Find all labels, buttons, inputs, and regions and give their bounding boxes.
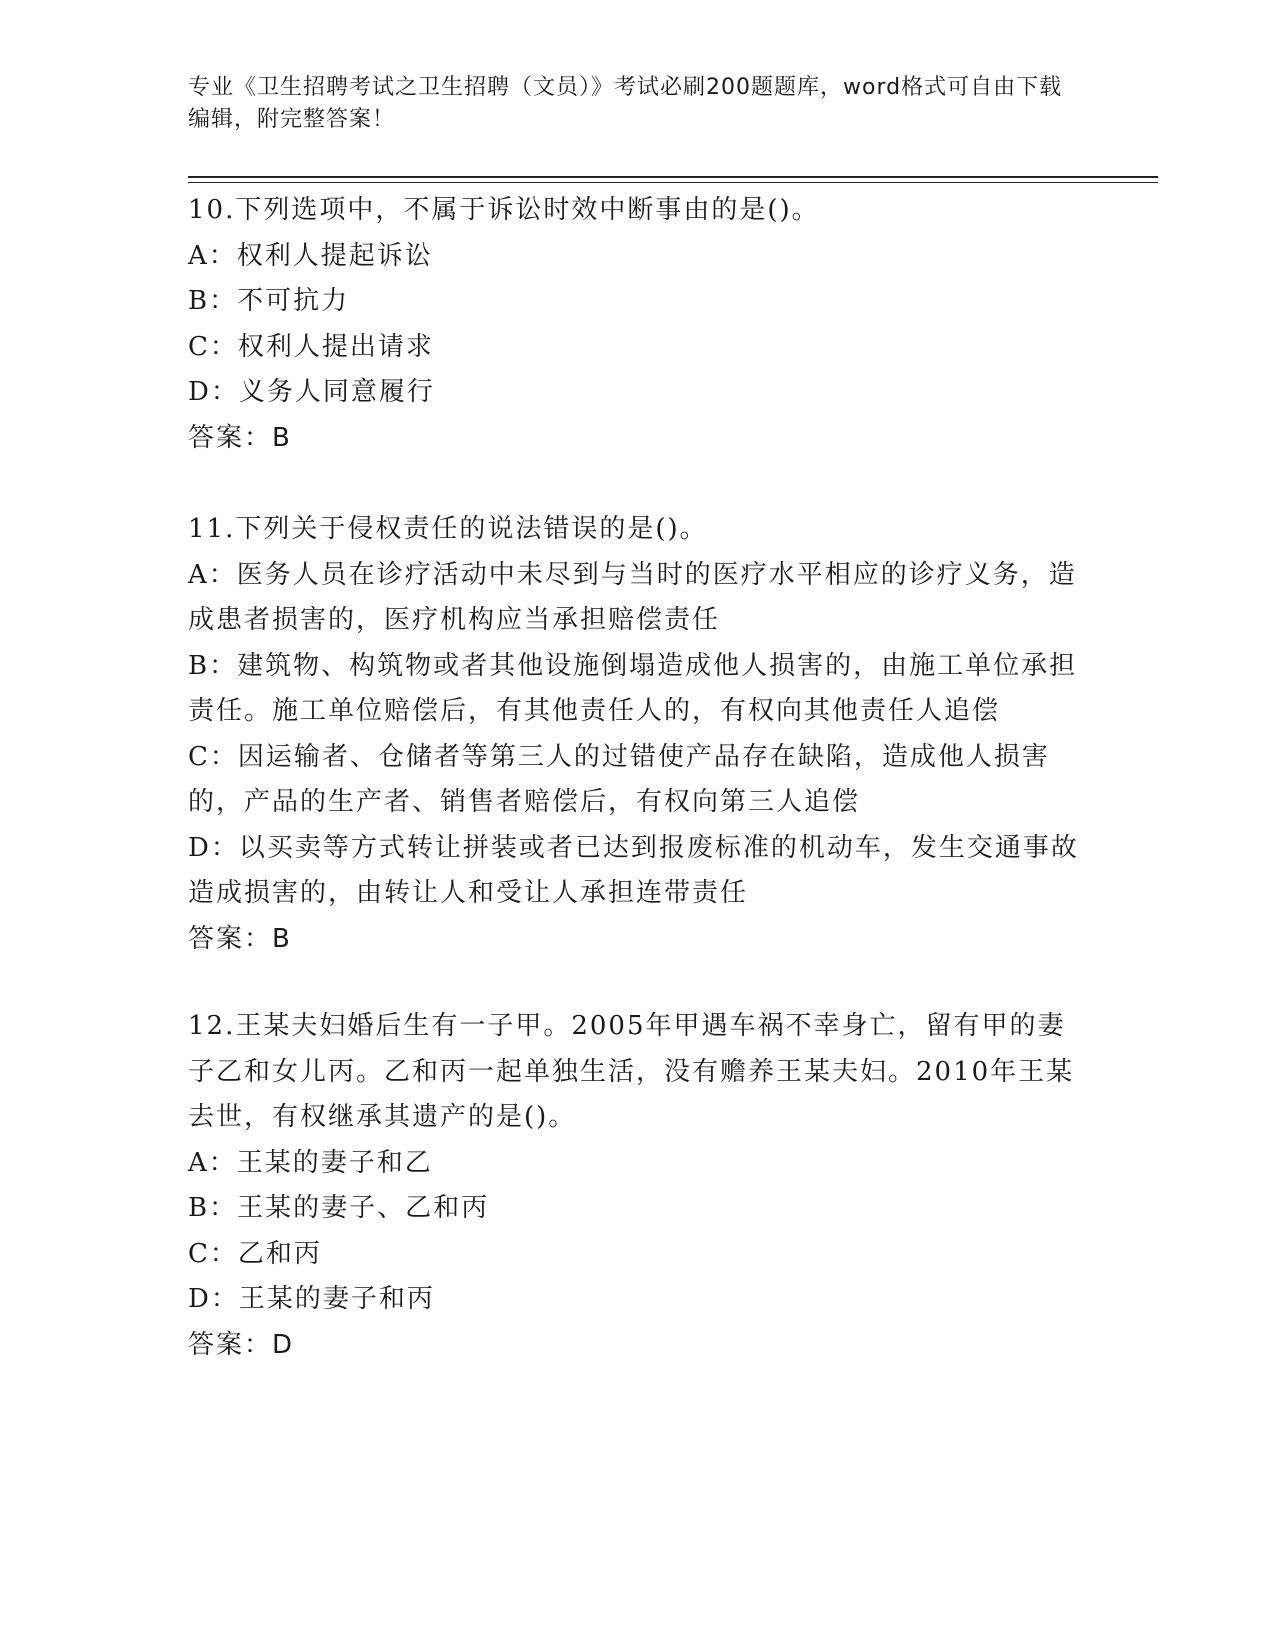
option-a: A：王某的妻子和乙 [188,1147,433,1178]
option-c: C：因运输者、仓储者等第三人的过错使产品存在缺陷，造成他人损害的，产品的生产者、销售者赔偿后，有权向第三人追偿 [188,741,1050,817]
option-a: A：医务人员在诊疗活动中未尽到与当时的医疗水平相应的诊疗义务，造成患者损害的，医疗机构应当承担赔偿责任 [188,559,1077,635]
option-b: B：建筑物、构筑物或者其他设施倒塌造成他人损害的，由施工单位承担责任。施工单位赔偿后，有其他责任人的，有权向其他责任人追偿 [188,650,1078,726]
option-c: C：乙和丙 [188,1238,322,1269]
question-12 [188,1004,1088,1368]
question-stem: 11.下列关于侵权责任的说法错误的是()。 [188,514,708,544]
header-rule-thick [188,176,1158,178]
answer: 答案：B [188,422,292,453]
question-11 [188,507,1088,962]
option-b: B：王某的妻子、乙和丙 [188,1193,490,1223]
question-stem: 10.下列选项中，不属于诉讼时效中断事由的是()。 [188,195,820,225]
document-header: 专业《卫生招聘考试之卫生招聘（文员）》考试必刷200题题库，word格式可自由下载编辑，附完整答案！ [188,75,1063,132]
answer: 答案：B [188,923,292,954]
option-d: D：义务人同意履行 [188,377,435,407]
answer: 答案：D [188,1329,295,1360]
option-d: D：以买卖等方式转让拼装或者已达到报废标准的机动车，发生交通事故造成损害的，由转让人和受让人承担连带责任 [188,832,1079,908]
header-rule-thin [188,182,1158,183]
option-c: C：权利人提出请求 [188,331,434,362]
question-10 [188,188,1088,461]
question-stem: 12.王某夫妇婚后生有一子甲。2005年甲遇车祸不幸身亡，留有甲的妻子乙和女儿丙。乙和丙一起单独生活，没有赡养王某夫妇。2010年王某去世，有权继承其遗产的是()。 [188,1011,1075,1132]
option-a: A：权利人提起诉讼 [188,240,433,271]
option-d: D：王某的妻子和丙 [188,1284,435,1314]
option-b: B：不可抗力 [188,286,350,316]
